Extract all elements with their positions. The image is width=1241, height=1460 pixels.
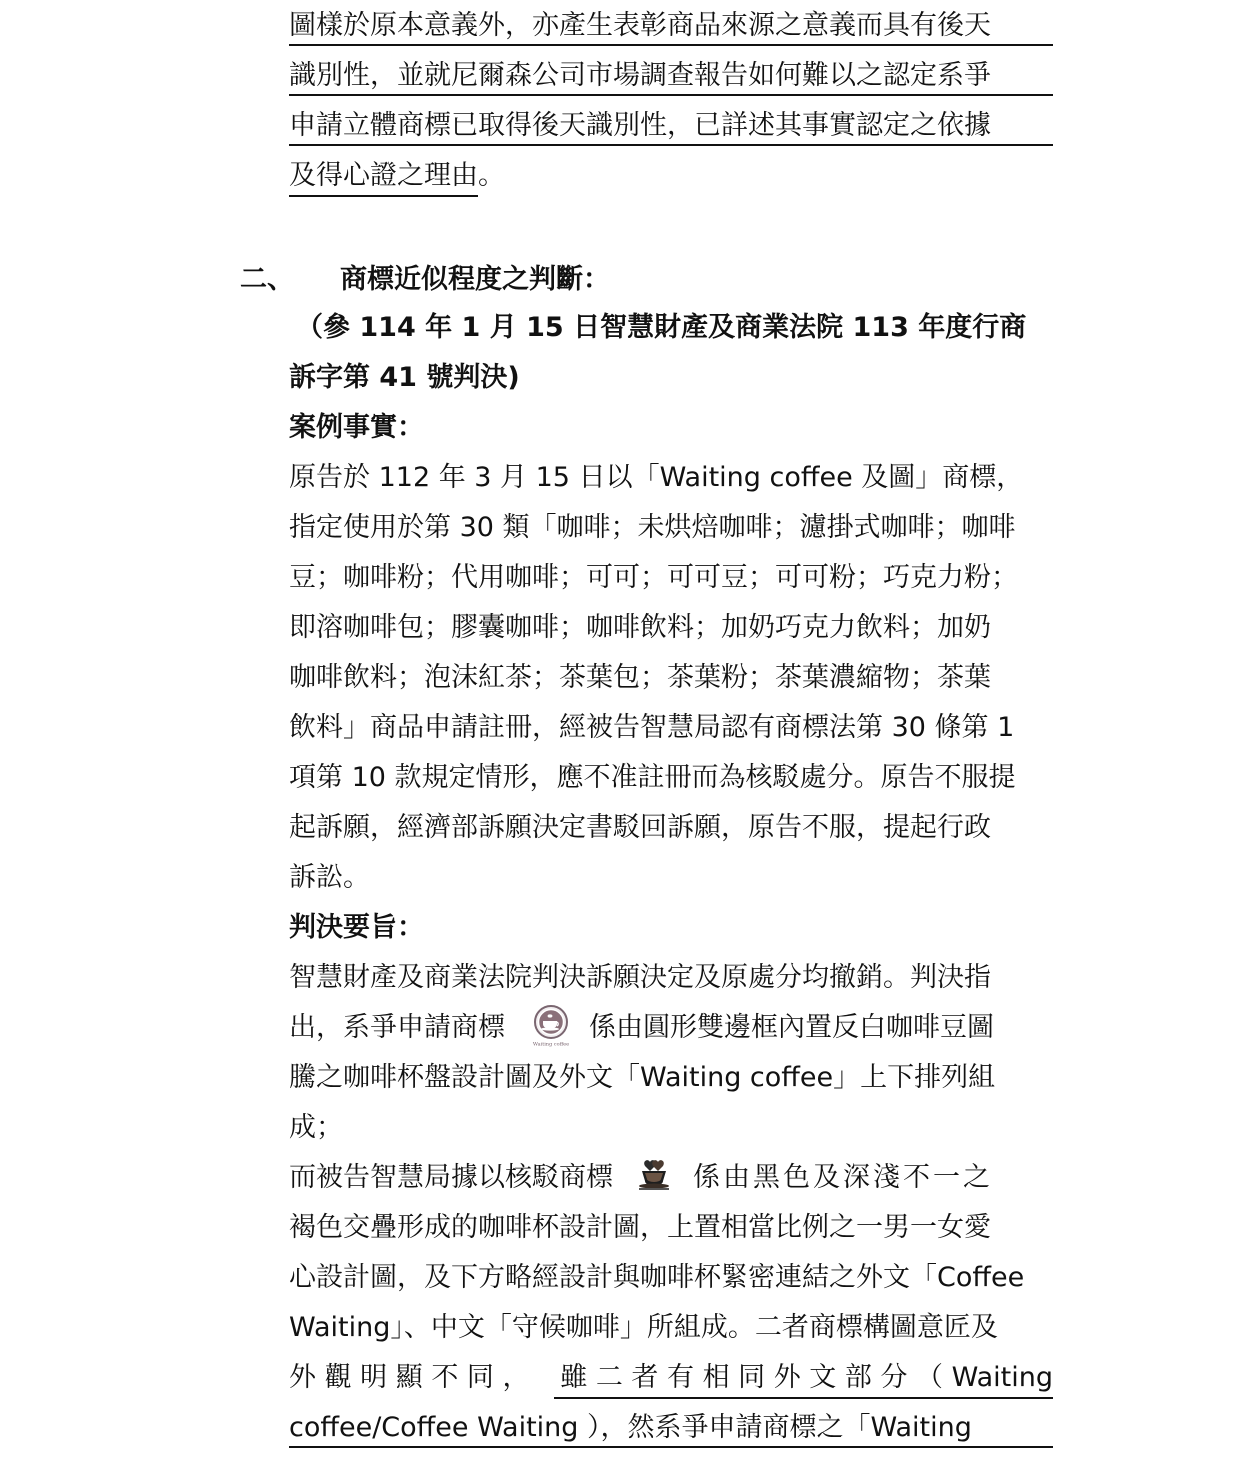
text: 圖樣於原本意義外，亦產生表彰商品來源之意義而具有後天 xyxy=(289,10,991,41)
paragraph-line xyxy=(289,1010,1053,1058)
text: 原告於 112 年 3 月 15 日以「Waiting coffee 及圖」商標， xyxy=(289,462,1024,493)
text-wrap xyxy=(693,1160,1053,1196)
text: 即溶咖啡包；膠囊咖啡；咖啡飲料；加奶巧克力飲料；加奶 xyxy=(289,612,991,643)
paragraph-line xyxy=(289,660,1053,696)
paragraph-line xyxy=(289,1310,1053,1346)
citation-line xyxy=(296,310,1044,346)
text: 項第 10 款規定情形，應不准註冊而為核駁處分。原告不服提 xyxy=(289,762,1016,793)
text: 而被告智慧局據以核駁商標 xyxy=(289,1162,613,1193)
text: 成； xyxy=(289,1112,343,1143)
underlined-text: 雖 二 者 有 相 同 外 文 部 分 （ Waiting xyxy=(554,1360,1054,1399)
text: 訴訟。 xyxy=(289,862,370,893)
facts-heading xyxy=(289,410,1053,446)
paragraph-line xyxy=(289,810,1053,846)
section-heading xyxy=(240,262,610,298)
text: 外 觀 明 顯 不 同 ， xyxy=(289,1362,530,1393)
text: 係由黑色及深淺不一之 xyxy=(693,1162,993,1193)
paragraph-line xyxy=(289,1260,1053,1296)
coffee-waiting-logo-icon xyxy=(635,1156,673,1202)
text: 判決要旨： xyxy=(289,912,424,943)
text: 指定使用於第 30 類「咖啡；未烘焙咖啡；濾掛式咖啡；咖啡 xyxy=(289,512,1016,543)
text: 訴字第 41 號判決) xyxy=(289,362,520,393)
paragraph-line xyxy=(289,1210,1053,1246)
text: 出，系爭申請商標 xyxy=(289,1012,505,1043)
paragraph-line xyxy=(289,108,1053,146)
paragraph-line xyxy=(289,1160,1053,1202)
text: 識別性，並就尼爾森公司市場調查報告如何難以之認定系爭 xyxy=(289,60,991,91)
holding-heading xyxy=(289,910,1053,946)
text: （參 114 年 1 月 15 日智慧財產及商業法院 113 年度行商 xyxy=(296,312,1027,343)
text: Waiting」、中文「守候咖啡」所組成。二者商標構圖意匠及 xyxy=(289,1312,998,1343)
text: 係由圓形雙邊框內置反白咖啡豆圖 xyxy=(589,1012,994,1043)
paragraph-line xyxy=(289,158,1053,197)
text: 案例事實： xyxy=(289,412,424,443)
text: 智慧財產及商業法院判決訴願決定及原處分均撤銷。判決指 xyxy=(289,962,991,993)
waiting-coffee-logo-icon xyxy=(531,1004,571,1058)
text: 心設計圖，及下方略經設計與咖啡杯緊密連結之外文「Coffee xyxy=(289,1262,1025,1293)
text: 及得心證之理由 xyxy=(289,158,478,197)
citation-line xyxy=(289,360,1053,396)
underlined-text: coffee/Coffee Waiting ），然系爭申請商標之「Waiting xyxy=(289,1412,972,1443)
text: 騰之咖啡杯盤設計圖及外文「Waiting coffee」上下排列組 xyxy=(289,1062,996,1093)
paragraph-line xyxy=(289,58,1053,96)
paragraph-line xyxy=(289,510,1053,546)
paragraph-line xyxy=(289,610,1053,646)
paragraph-line xyxy=(289,1410,1053,1448)
text: 申請立體商標已取得後天識別性，已詳述其事實認定之依據 xyxy=(289,110,991,141)
paragraph-line xyxy=(289,710,1053,746)
paragraph-line xyxy=(289,1060,1053,1096)
paragraph-line xyxy=(289,460,1053,496)
paragraph-line xyxy=(289,1110,1053,1146)
paragraph-line xyxy=(289,860,1053,896)
logo-caption: Waiting coffee xyxy=(532,1041,570,1048)
paragraph-line xyxy=(289,760,1053,796)
paragraph-line xyxy=(289,560,1053,596)
text: 飲料」商品申請註冊，經被告智慧局認有商標法第 30 條第 1 xyxy=(289,712,1015,743)
text: 起訴願，經濟部訴願決定書駁回訴願，原告不服，提起行政 xyxy=(289,812,991,843)
section-title: 商標近似程度之判斷： xyxy=(340,264,610,295)
section-number: 二、 xyxy=(240,264,294,295)
text: 咖啡飲料；泡沫紅茶；茶葉包；茶葉粉；茶葉濃縮物；茶葉 xyxy=(289,662,991,693)
text: 豆；咖啡粉；代用咖啡；可可；可可豆；可可粉；巧克力粉； xyxy=(289,562,1018,593)
text-wrap xyxy=(589,1010,1053,1046)
paragraph-line xyxy=(289,1360,1053,1399)
text: 褐色交疊形成的咖啡杯設計圖，上置相當比例之一男一女愛 xyxy=(289,1212,991,1243)
paragraph-line xyxy=(289,8,1053,46)
paragraph-line xyxy=(289,960,1053,996)
text: 。 xyxy=(478,160,505,191)
